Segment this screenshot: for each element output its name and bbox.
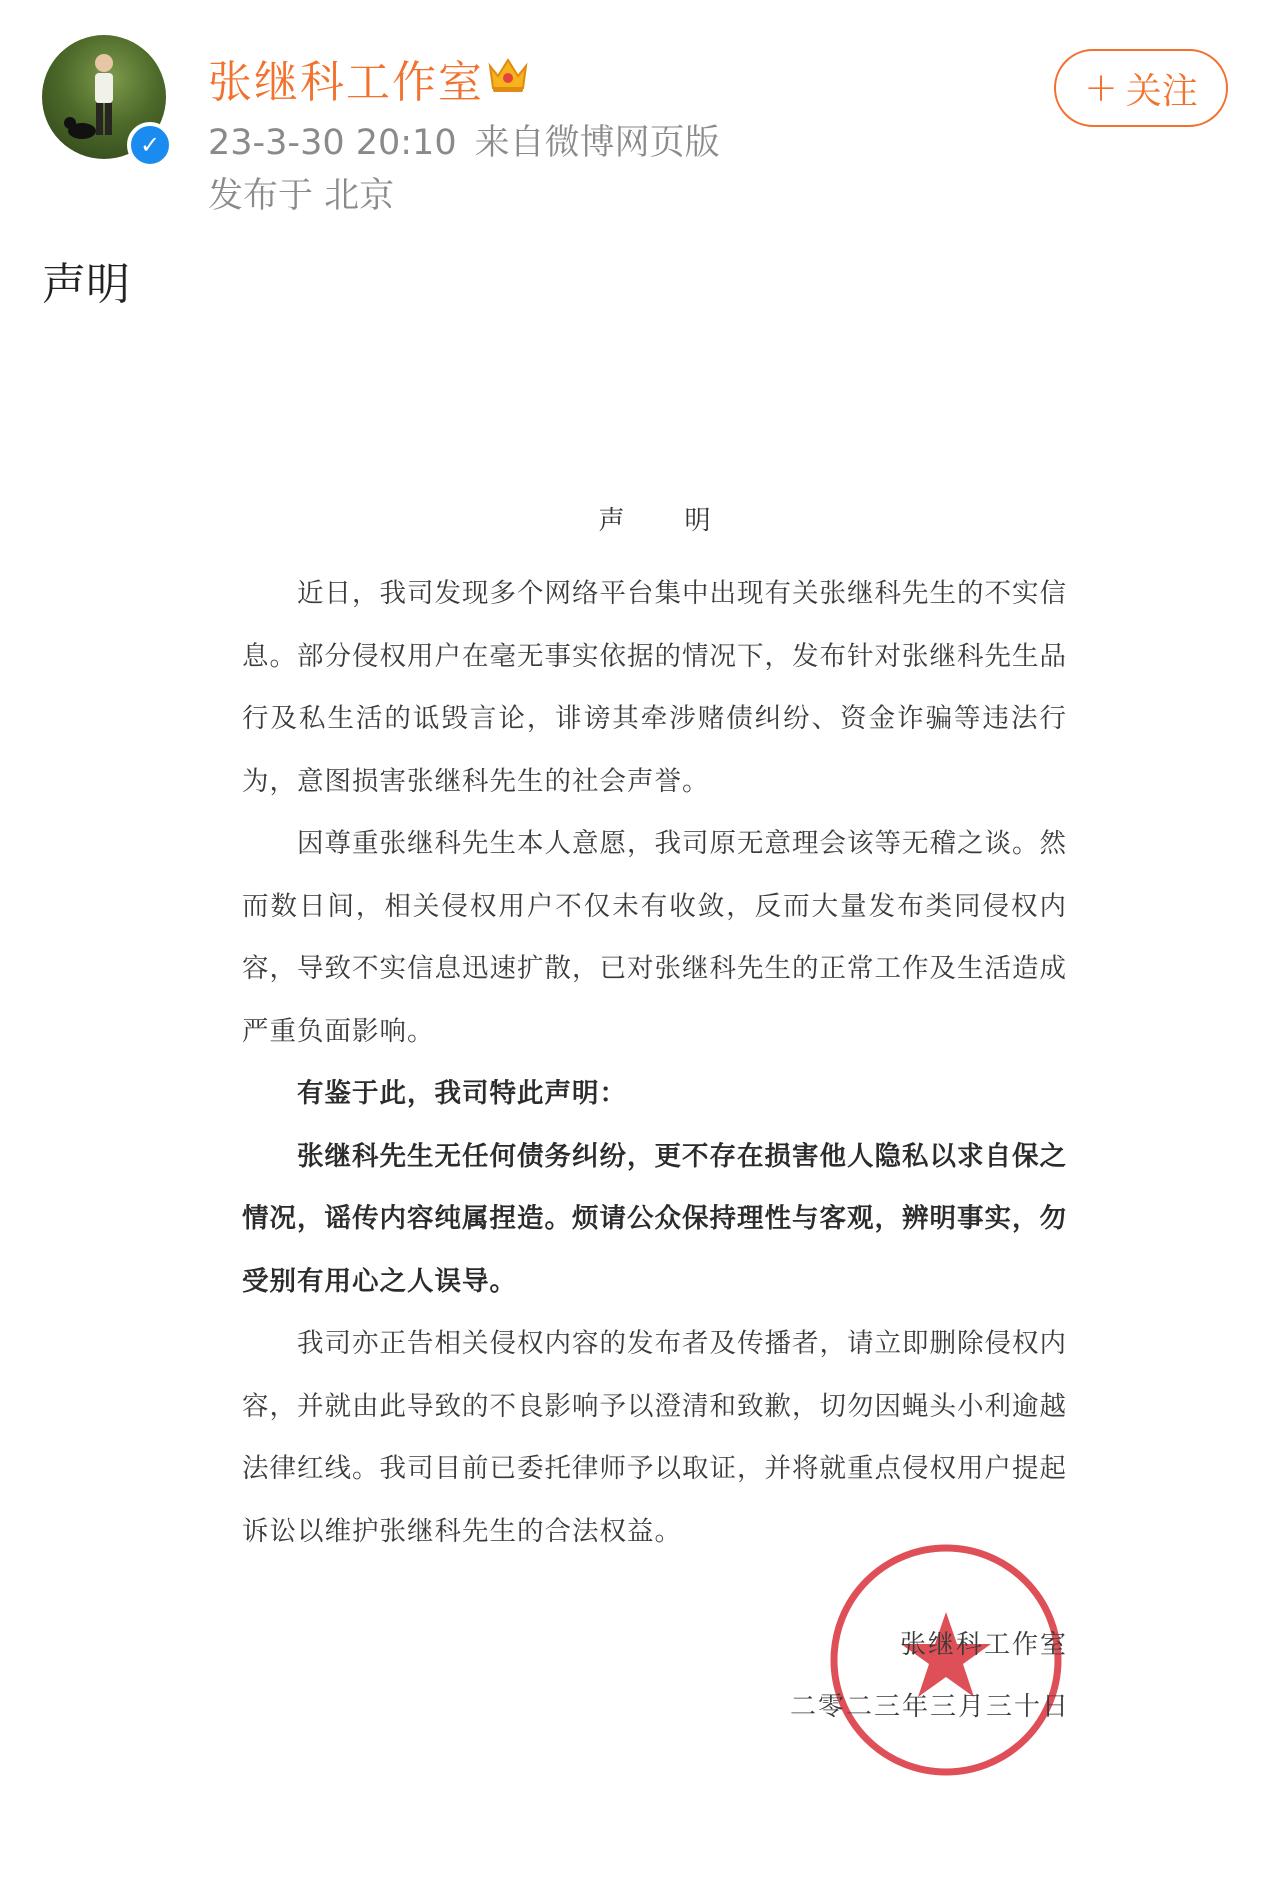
follow-label: 关注 <box>1125 70 1198 112</box>
statement-image[interactable] <box>242 500 1067 1563</box>
post-meta <box>208 115 738 165</box>
statement-signer: 张继科工作室 <box>900 1630 1069 1660</box>
statement-date: 二零二三年三月三十日 <box>790 1692 1071 1722</box>
crown-icon <box>486 54 530 94</box>
statement-paragraph: 有鉴于此，我司特此声明： <box>297 1078 627 1109</box>
statement-paragraph: 张继科先生无任何债务纠纷，更不存在损害他人隐私以求自保之情况，谣传内容纯属捏造。烦请公众保持理性与客观，辨明事实，勿受别有用心之人误导。 <box>242 1140 1067 1297</box>
statement-title: 声明 <box>598 506 771 536</box>
author-name[interactable]: 张继科工作室 <box>208 57 484 108</box>
statement-paragraph: 因尊重张继科先生本人意愿，我司原无意理会该等无稽之谈。然而数日间，相关侵权用户不仅未有收敛，反而大量发布类同侵权内容，导致不实信息迅速扩散，已对张继科先生的正常工作及生活造成严重负面影响。 <box>242 828 1067 1047</box>
statement-paragraph: 我司亦正告相关侵权内容的发布者及传播者，请立即删除侵权内容，并就由此导致的不良影响予以澄清和致歉，切勿因蝇头小利逾越法律红线。我司目前已委托律师予以取证，并将就重点侵权用户提起诉讼以维护张继科先生的合法权益。 <box>242 1328 1067 1547</box>
post-location: 发布于 北京 <box>208 176 395 216</box>
plus-icon: + <box>1084 65 1118 111</box>
post-source[interactable]: 来自微博网页版 <box>474 123 720 163</box>
follow-button[interactable] <box>1054 49 1228 127</box>
post-timestamp: 23-3-30 20:10 <box>208 123 457 163</box>
post-text: 声明 <box>42 259 130 310</box>
verified-badge-icon: ✓ <box>127 122 173 168</box>
statement-paragraph: 近日，我司发现多个网络平台集中出现有关张继科先生的不实信息。部分侵权用户在毫无事实依据的情况下，发布针对张继科先生品行及私生活的诋毁言论，诽谤其牵涉赌债纠纷、资金诈骗等违法行为，意图损害张继科先生的社会声誉。 <box>242 578 1067 797</box>
